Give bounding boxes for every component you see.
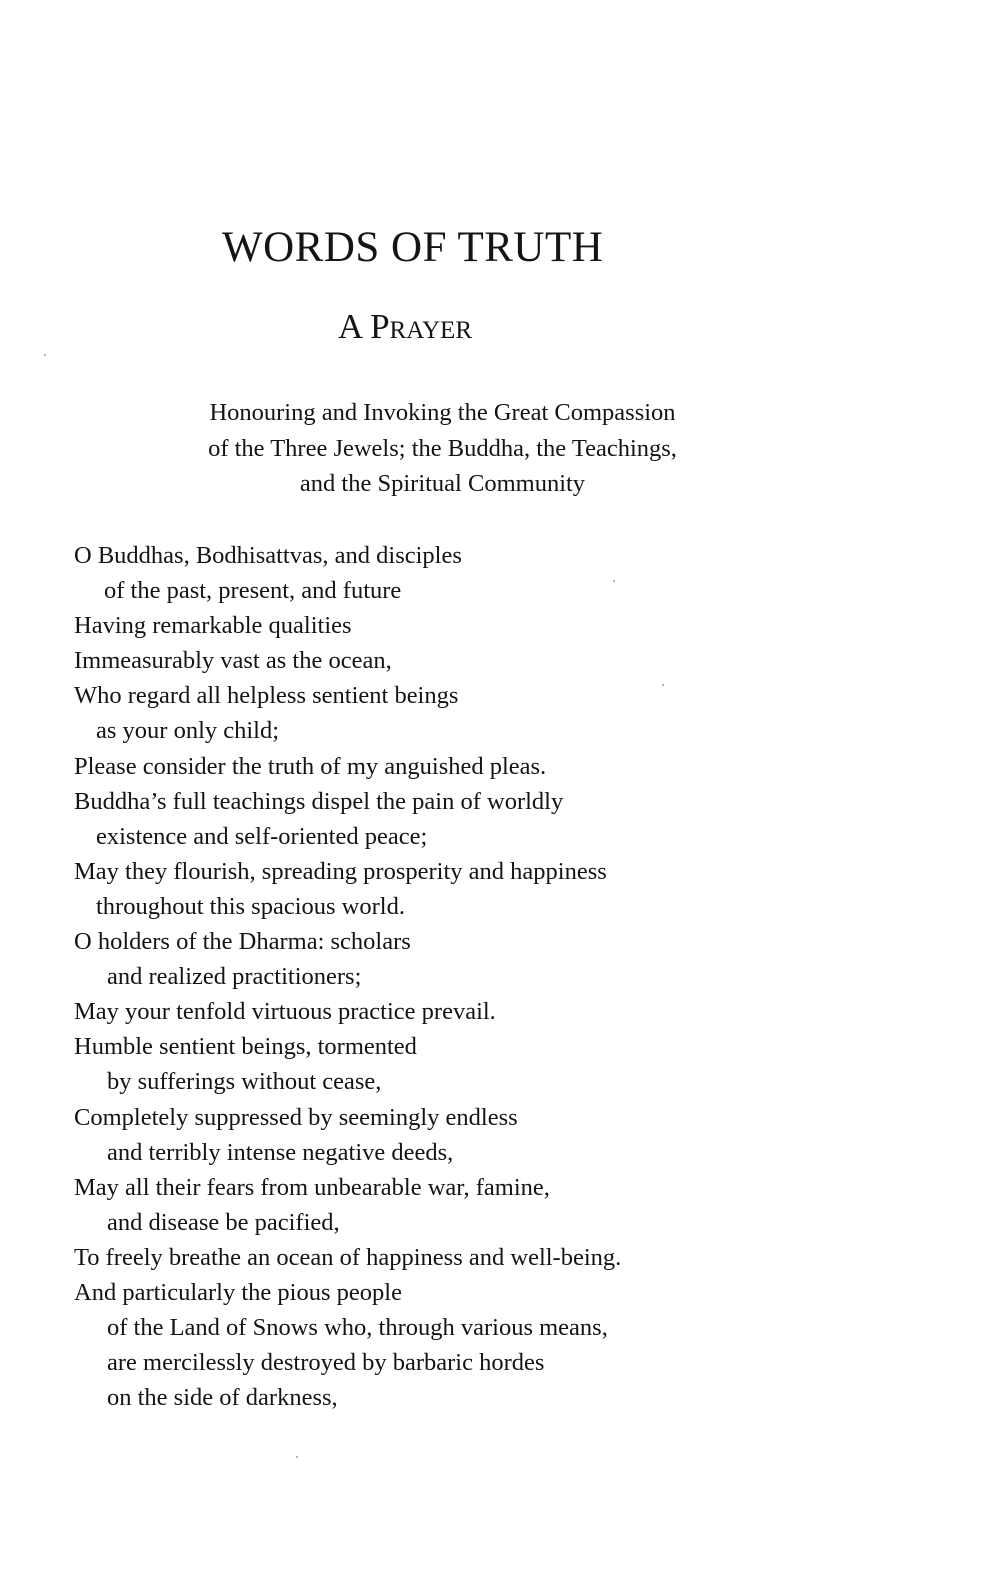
page-title: WORDS OF TRUTH — [222, 224, 604, 271]
dedication — [160, 395, 725, 502]
page-subtitle: A Prayer — [338, 307, 472, 346]
dedication-line: of the Three Jewels; the Buddha, the Teachings, — [208, 434, 677, 462]
verse-line: as your only child; — [96, 717, 280, 745]
verse-line: by sufferings without cease, — [107, 1068, 382, 1096]
scan-speck — [662, 684, 664, 686]
verse-line: Buddha’s full teachings dispel the pain of worldly — [74, 787, 564, 815]
verse-line: O holders of the Dharma: scholars — [74, 928, 411, 956]
dedication-line: and the Spiritual Community — [299, 470, 586, 497]
verse-line: Having remarkable qualities — [74, 612, 352, 640]
verse-line: of the Land of Snows who, through various means, — [107, 1314, 608, 1342]
verse-line: Who regard all helpless sentient beings — [74, 682, 459, 710]
scan-speck — [44, 354, 46, 356]
verse-line: May your tenfold virtuous practice prevail. — [74, 998, 496, 1026]
verse-line: Completely suppressed by seemingly endless — [74, 1103, 518, 1131]
verse-line: Please consider the truth of my anguished pleas. — [74, 752, 547, 780]
verse-line: Immeasurably vast as the ocean, — [74, 647, 392, 675]
verse-line: May they flourish, spreading prosperity and happiness — [74, 857, 607, 885]
verse-line: Humble sentient beings, tormented — [74, 1033, 417, 1061]
verse-line: To freely breathe an ocean of happiness and well-being. — [74, 1243, 622, 1271]
verse-line: and terribly intense negative deeds, — [107, 1138, 454, 1166]
verse-line: O Buddhas, Bodhisattvas, and disciples — [74, 542, 462, 569]
scan-speck — [296, 1456, 298, 1458]
verse-line: throughout this spacious world. — [96, 892, 405, 920]
verse-line: and disease be pacified, — [107, 1208, 340, 1236]
verse-line: of the past, present, and future — [104, 577, 402, 605]
scan-speck — [613, 580, 615, 582]
verse-line: on the side of darkness, — [107, 1384, 338, 1412]
dedication-line: Honouring and Invoking the Great Compassion — [209, 399, 676, 426]
prayer-verse — [74, 538, 774, 1415]
verse-line: and realized practitioners; — [107, 963, 362, 991]
verse-line: are mercilessly destroyed by barbaric hordes — [107, 1349, 545, 1377]
verse-line: And particularly the pious people — [74, 1278, 402, 1306]
verse-line: May all their fears from unbearable war, famine, — [74, 1173, 550, 1201]
verse-line: existence and self-oriented peace; — [96, 822, 428, 850]
